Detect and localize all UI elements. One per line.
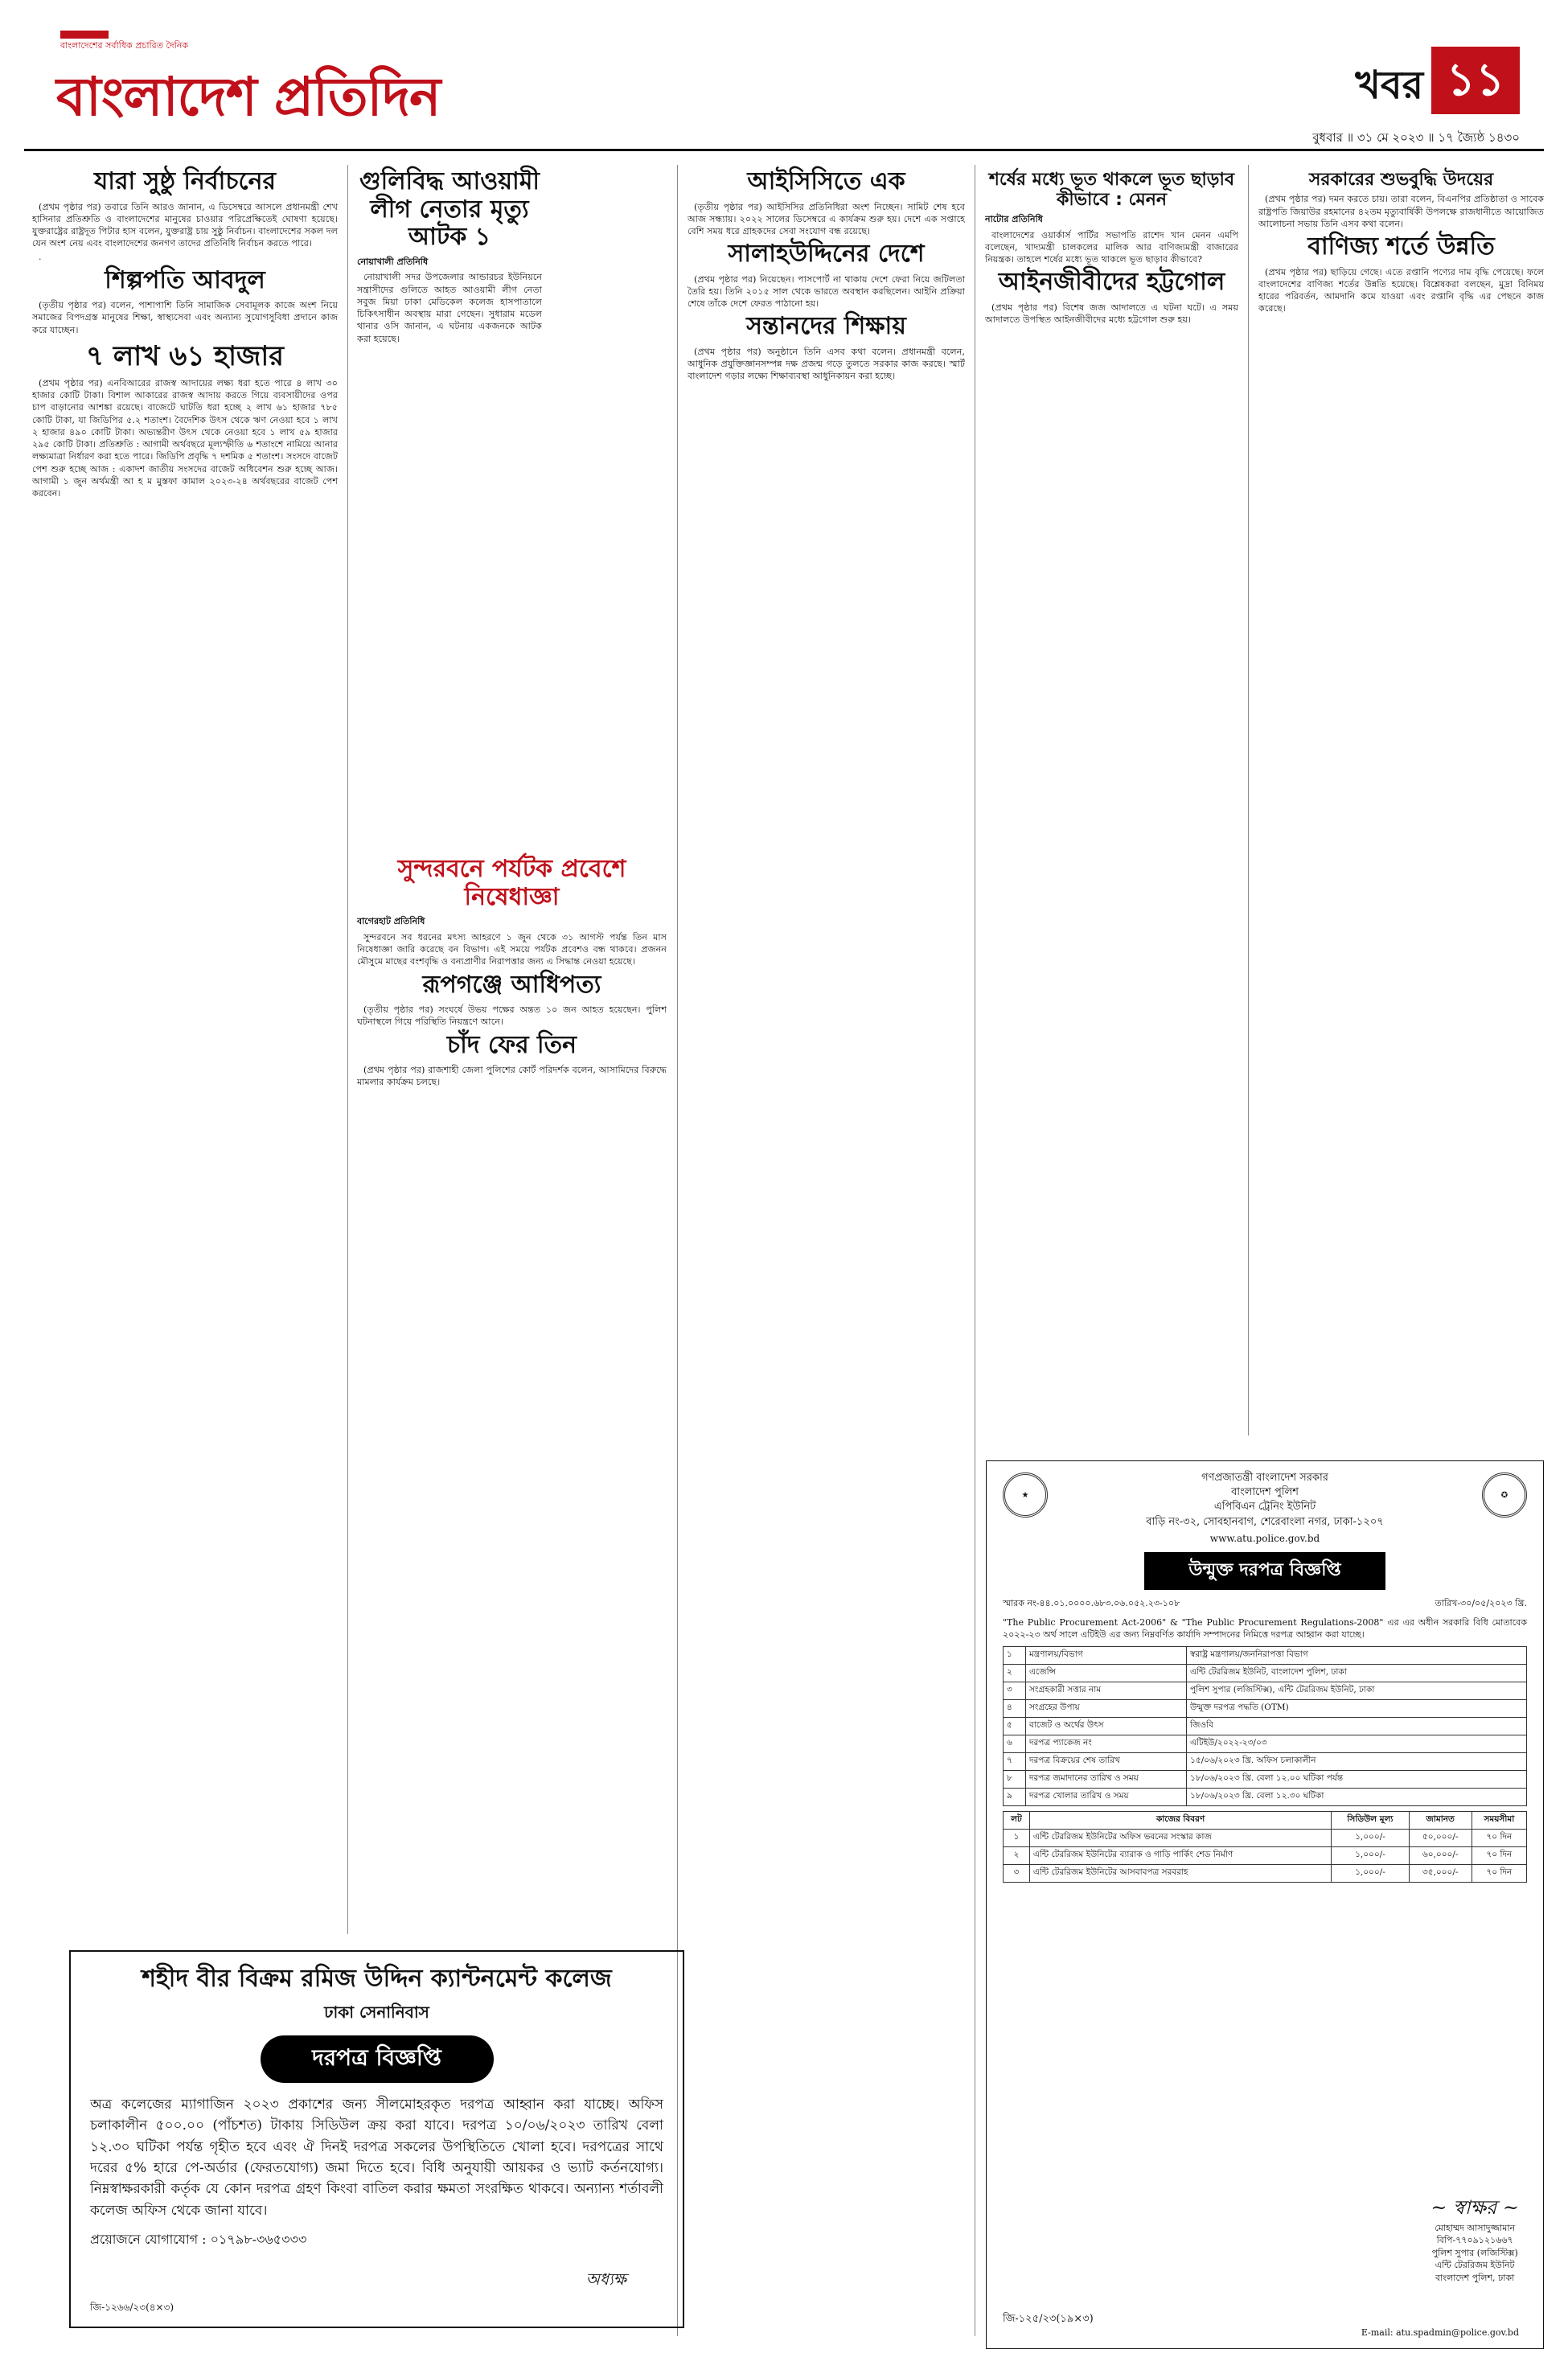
table-cell: ২ — [1004, 1664, 1026, 1682]
headline-government: সরকারের শুভবুদ্ধি উদয়ের — [1308, 170, 1494, 190]
table-cell: ১ — [1004, 1829, 1030, 1846]
ad-college-contact: প্রয়োজনে যোগাযোগ : ০১৭৯৮-৩৬৫৩৩৩ — [90, 2232, 307, 2248]
column-4 — [985, 165, 1238, 1435]
table-cell: উন্মুক্ত দরপত্র পদ্ধতি (OTM) — [1187, 1699, 1527, 1717]
table-cell: ৯ — [1004, 1788, 1026, 1805]
ad-college-body: অত্র কলেজের ম্যাগাজিন ২০২৩ প্রকাশের জন্য সীলমোহরকৃত দরপত্র আহ্বান করা যাচ্ছে। অফিস চলাকালীন ৫০০.০০ (পাঁচশত) টাকায় সিডিউল ক্রয় করা যাবে। দরপত্র ১০/০৬/২০২৩ তারিখ বেলা ১২.৩০ ঘটিকা পর্যন্ত গৃহীত হবে এবং ঐ দিনই দরপত্র সকলের উপস্থিতিতে খোলা হবে। দরপত্রের সাথে দরের ৫% হারে পে-অর্ডার (ফেরতযোগ্য) জমা দিতে হবে। বিধি অনুযায়ী আয়কর ও ভ্যাট কর্তনযোগ্য। নিম্নস্বাক্ষরকারী কর্তৃক যে কোন দরপত্র গ্রহণ কিংবা বাতিল করার ক্ষমতা সংরক্ষিত থাকবে। অন্যান্য শর্তাবলী কলেজ অফিস থেকে জানা যাবে। — [90, 2097, 663, 2219]
ad-atu-details-table — [1003, 1646, 1527, 1806]
table-cell: ১,০০০/- — [1332, 1864, 1409, 1882]
ad-atu-memo-date: তারিখ-৩০/০৫/২০২৩ খ্রি. — [1435, 1597, 1527, 1608]
page-number: ১১ — [1431, 47, 1520, 114]
table-cell: বাজেট ও অর্থের উৎস — [1026, 1717, 1187, 1735]
table-cell: ১,০০০/- — [1332, 1829, 1409, 1846]
article-children-education-body: (প্রথম পৃষ্ঠার পর) অনুষ্ঠানে তিনি এসব কথা বলেন। প্রধানমন্ত্রী বলেন, আধুনিক প্রযুক্তিজ্ঞানসম্পন্ন দক্ষ প্রজন্ম গড়ে তুলতে সরকার কাজ করছে। স্মার্ট বাংলাদেশ গড়ার লক্ষ্যে শিক্ষাব্যবস্থা আধুনিকায়ন করা হচ্ছে। — [688, 346, 965, 382]
headline-industrialist: শিল্পপতি আবদুল — [105, 265, 265, 294]
masthead-rule — [24, 149, 1544, 151]
column-3 — [688, 165, 965, 2336]
article-government-body: (প্রথম পৃষ্ঠার পর) দমন করতে চায়। তারা বলেন, বিএনপির প্রতিষ্ঠাতা ও সাবেক রাষ্ট্রপতি জিয়াউর রহমানের ৪২তম মৃত্যুবার্ষিকী উপলক্ষে রাজধানীতে আয়োজিত আলোচনা সভায় তিনি এসব কথা বলেন। — [1258, 194, 1544, 229]
ad-atu-lots-table — [1003, 1811, 1527, 1883]
issue-date: বুধবার ॥ ৩১ মে ২০২৩ ॥ ১৭ জ্যৈষ্ঠ ১৪৩০ — [1312, 130, 1520, 145]
byline-natore: নাটোর প্রতিনিধি — [985, 213, 1043, 224]
table-row — [1004, 1735, 1527, 1752]
table-row — [1004, 1846, 1527, 1864]
headline-salahuddin: সালাহউদ্দিনের দেশে — [728, 240, 925, 269]
headline-children-education: সন্তানদের শিক্ষায় — [746, 312, 906, 341]
headline-moon: চাঁদ ফের তিন — [446, 1030, 577, 1059]
article-budget-body: (প্রথম পৃষ্ঠার পর) এনবিআরের রাজস্ব আদায়ের লক্ষ্য ধরা হতে পারে ৪ লাখ ৩০ হাজার কোটি টাকা। বিশাল আকারের রাজস্ব আদায় করতে গিয়ে ব্যবসায়ীদের ওপর চাপ বাড়ানোর আশঙ্কা রয়েছে। বাজেটে ঘাটতি ধরা হচ্ছে ২ লাখ ৬১ হাজার ৭৮৫ কোটি টাকা, যা জিডিপির ৫.২ শতাংশ। বৈদেশিক উৎস থেকে ঋণ নেওয়া হবে ১ লাখ ২ হাজার ৪৯০ কোটি টাকা। অভ্যন্তরীণ উৎস থেকে নেওয়া হবে ১ লাখ ৫৯ হাজার ২৯৫ কোটি টাকা। প্রতিশ্রুতি : আগামী অর্থবছরে মূল্যস্ফীতি ৬ শতাংশে নামিয়ে আনার লক্ষ্যমাত্রা নির্ধারণ করা হতে পারে। জিডিপি প্রবৃদ্ধি ৭ দশমিক ৫ শতাংশ। সংসদে বাজেট পেশ শুরু হচ্ছে আজ : একাদশ জাতীয় সংসদের বাজেট অধিবেশন শুরু হচ্ছে আজ। আগামী ১ জুন অর্থমন্ত্রী আ হ ম মুস্তফা কামাল ২০২৩-২৪ অর্থবছরের বাজেট পেশ করবেন। — [32, 377, 338, 499]
article-trade-terms-body: (প্রথম পৃষ্ঠার পর) ছাড়িয়ে গেছে। এতে রপ্তানি পণ্যের দাম বৃদ্ধি পেয়েছে। ফলে বাংলাদেশের বাণিজ্য শর্তের উন্নতি হয়েছে। বিশ্লেষকরা বলছেন, মুদ্রা বিনিময় হারের পরিবর্তন, আমদানি কমে যাওয়া এবং রপ্তানি বৃদ্ধি এর পেছনে কাজ করেছে। — [1258, 266, 1544, 314]
ad-college-title: শহীদ বীর বিক্রম রমিজ উদ্দিন ক্যান্টনমেন্ট কলেজ — [142, 1965, 612, 1993]
column-1 — [32, 165, 338, 1934]
ad-atu-intro: "The Public Procurement Act-2006" & "The Public Procurement Regulations-2008" এর এর অধীন সরকারি বিধি মোতাবেক ২০২২-২৩ অর্থ সালে এটিইউ এর জন্য নিম্নবর্ণিত কার্যাদি সম্পাদনের নিমিত্তে দরপত্র আহ্বান করা যাচ্ছে। — [1003, 1616, 1527, 1641]
column-divider — [347, 165, 348, 1934]
table-cell: ১,০০০/- — [1332, 1846, 1409, 1864]
table-cell: মন্ত্রণালয়/বিভাগ — [1026, 1646, 1187, 1664]
ad-college-signature: অধ্যক্ষ — [585, 2269, 626, 2289]
article-election-filler: . — [39, 252, 42, 263]
table-cell: দরপত্র প্যাকেজ নং — [1026, 1735, 1187, 1752]
article-menon-body: বাংলাদেশের ওয়ার্কার্স পার্টির সভাপতি রাশেদ খান মেনন এমপি বলেছেন, খাদ্যমন্ত্রী চালকলের মালিক আর বাণিজ্যমন্ত্রী বাজারের নিয়ন্ত্রক। তাহলে শর্ষের মধ্যে ভূত থাকলে ভূত ছাড়াব কীভাবে? — [985, 229, 1238, 265]
table-cell: পুলিশ সুপার (লজিস্টিক্স), এন্টি টেররিজম ইউনিট, ঢাকা — [1187, 1682, 1527, 1699]
ad-atu-signer-unit: এন্টি টেররিজম ইউনিট — [1435, 2260, 1515, 2271]
table-cell: স্বরাষ্ট্র মন্ত্রণালয়/জননিরাপত্তা বিভাগ — [1187, 1646, 1527, 1664]
column-divider — [1248, 165, 1249, 1435]
article-salahuddin-body: (প্রথম পৃষ্ঠার পর) নিয়েছেন। পাসপোর্ট না থাকায় দেশে ফেরা নিয়ে জটিলতা তৈরি হয়। তিনি ২০১৫ সাল থেকে ভারতে অবস্থান করছিলেন। আইনি প্রক্রিয়া শেষে তাঁকে দেশে ফেরত পাঠানো হয়। — [688, 273, 965, 310]
table-cell: ১৫/০৬/২০২৩ খ্রি. অফিস চলাকালীন — [1187, 1752, 1527, 1770]
headline-trade-terms: বাণিজ্য শর্তে উন্নতি — [1307, 232, 1495, 261]
table-row — [1004, 1770, 1527, 1788]
ad-college-location: ঢাকা সেনানিবাস — [324, 2002, 429, 2022]
table-row — [1004, 1699, 1527, 1717]
headline-rupganj: রূপগঞ্জে আধিপত্য — [422, 970, 601, 999]
table-cell: জিওবি — [1187, 1717, 1527, 1735]
table-cell: ৩ — [1004, 1864, 1030, 1882]
table-row — [1004, 1717, 1527, 1735]
advertisement-atu-tender — [986, 1460, 1544, 2349]
table-cell: দরপত্র বিক্রয়ের শেষ তারিখ — [1026, 1752, 1187, 1770]
ad-atu-gd-code: জি-১২৫/২৩(১৯×৩) — [1003, 2313, 1094, 2325]
section-title: খবর — [1355, 63, 1423, 108]
table-row — [1004, 1864, 1527, 1882]
ad-atu-address: বাড়ি নং-৩২, সোবহানবাগ, শেরেবাংলা নগর, ঢাকা-১২০৭ — [1146, 1515, 1384, 1528]
table-header-cell: কাজের বিবরণ — [1029, 1811, 1331, 1829]
ad-atu-gov-line: গণপ্রজাতন্ত্রী বাংলাদেশ সরকার — [1201, 1472, 1328, 1484]
table-cell: এন্টি টেররিজম ইউনিট, বাংলাদেশ পুলিশ, ঢাকা — [1187, 1664, 1527, 1682]
ad-atu-memo-number: স্মারক নং-৪৪.০১.০০০০.৬৮৩.০৬.০৫২.২৩-১০৮ — [1003, 1597, 1180, 1608]
table-cell: দরপত্র খোলার তারিখ ও সময় — [1026, 1788, 1187, 1805]
ad-atu-email: E-mail: atu.spadmin@police.gov.bd — [1361, 2327, 1519, 2338]
table-row — [1004, 1646, 1527, 1664]
advertisement-college-tender — [69, 1950, 684, 2328]
ad-atu-signature: ~ স্বাক্ষর ~ — [1430, 2196, 1519, 2220]
ad-atu-signer-id: বিপি-৭৭০৯১২১৬৬৭ — [1436, 2235, 1513, 2246]
ad-college-tender-label: দরপত্র বিজ্ঞপ্তি — [261, 2035, 494, 2083]
ad-atu-signer-place: বাংলাদেশ পুলিশ, ঢাকা — [1435, 2272, 1515, 2283]
table-cell: দরপত্র জমাদানের তারিখ ও সময় — [1026, 1770, 1187, 1788]
table-cell: ৪ — [1004, 1699, 1026, 1717]
table-row — [1004, 1829, 1527, 1846]
table-row — [1004, 1752, 1527, 1770]
table-cell: ৮ — [1004, 1770, 1026, 1788]
article-election-body: (প্রথম পৃষ্ঠার পর) তবারে তিনি আরও জানান, এ ডিসেম্বরে আসলে প্রধানমন্ত্রী শেখ হাসিনার প্রতিশ্রুতি ও বাংলাদেশের মানুষের চাওয়ার পরিপ্রেক্ষিতেই ঘোষণা হয়েছে। যুক্তরাষ্ট্রের রাষ্ট্রদূত পিটার হাস বলেন, যুক্তরাষ্ট্র চায় সুষ্ঠু নির্বাচন। বাংলাদেশের সকল দল যেন অংশ নেয় এবং বাংলাদেশের জনগণ তাদের প্রতিনিধি নির্বাচন করতে পারে। — [32, 201, 338, 249]
article-lawyers-body: (প্রথম পৃষ্ঠার পর) বিশেষ জজ আদালতে এ ঘটনা ঘটে। এ সময় আদালতে উপস্থিত আইনজীবীদের মধ্যে হট্টগোল শুরু হয়। — [985, 302, 1238, 325]
table-cell: ৬০,০০০/- — [1409, 1846, 1472, 1864]
ad-atu-signer-name: মোহাম্মদ আসাদুজ্জামান — [1435, 2223, 1516, 2234]
table-cell: এটিইউ/২০২২-২৩/০৩ — [1187, 1735, 1527, 1752]
ad-atu-unit-line: এপিবিএন ট্রেনিং ইউনিট — [1213, 1501, 1316, 1514]
table-cell: এজেন্সি — [1026, 1664, 1187, 1682]
table-cell: ২ — [1004, 1846, 1030, 1864]
ad-college-code: জি-১২৬৬/২৩(৪×৩) — [90, 2302, 174, 2313]
table-cell: ৭০ দিন — [1472, 1864, 1526, 1882]
ad-atu-header — [1003, 1471, 1527, 1530]
headline-election: যারা সুষ্ঠু নির্বাচনের — [94, 167, 276, 195]
table-row — [1004, 1664, 1527, 1682]
table-header-cell: লট — [1004, 1811, 1030, 1829]
ad-atu-title: উন্মুক্ত দরপত্র বিজ্ঞপ্তি — [1144, 1552, 1385, 1590]
headline-sundarbans: সুন্দরবনে পর্যটক প্রবেশে নিষেধাজ্ঞা — [397, 855, 626, 911]
article-icc-body: (তৃতীয় পৃষ্ঠার পর) আইসিসির প্রতিনিধিরা অংশ নিচ্ছেন। সামিট শেষ হবে আজ সন্ধ্যায়। ২০২২ সালের ডিসেম্বরে এ কার্যক্রম শুরু হয়। দেশে এক সপ্তাহে বেশি সময় ধরে গ্রাহকদের সেবা সংযোগ বন্ধ রয়েছে। — [688, 201, 965, 236]
headline-awami-league: গুলিবিদ্ধ আওয়ামী লীগ নেতার মৃত্যু আটক ১ — [359, 167, 540, 251]
brand-badge — [60, 31, 109, 39]
byline-noakhali: নোয়াখালী প্রতিনিধি — [357, 256, 429, 267]
article-sundarbans-body: সুন্দরবনে সব ধরনের মৎস্য আহরণে ১ জুন থেকে ৩১ আগস্ট পর্যন্ত তিন মাস নিষেধাজ্ঞা জারি করেছে বন বিভাগ। এই সময়ে পর্যটক প্রবেশও বন্ধ থাকবে। প্রজনন মৌসুমে মাছের বংশবৃদ্ধি ও বন্যপ্রাণীর নিরাপত্তার জন্য এ সিদ্ধান্ত নেওয়া হয়েছে। — [357, 931, 667, 967]
table-row — [1004, 1788, 1527, 1805]
ad-atu-signer-post: পুলিশ সুপার (লজিস্টিক্স) — [1431, 2247, 1518, 2258]
ad-atu-website: www.atu.police.gov.bd — [1209, 1532, 1320, 1544]
headline-budget: ৭ লাখ ৬১ হাজার — [85, 339, 284, 372]
table-row — [1004, 1682, 1527, 1699]
article-awami-league-body: নোয়াখালী সদর উপজেলার আন্ডারচর ইউনিয়নে সন্ত্রাসীদের গুলিতে আহত আওয়ামী লীগ নেতা সবুজ মিয়া ঢাকা মেডিকেল কলেজ হাসপাতালে চিকিৎসাধীন অবস্থায় মারা গেছেন। সুধারাম মডেল থানার ওসি জানান, এ ঘটনায় একজনকে আটক করা হয়েছে। — [357, 272, 542, 344]
headline-icc: আইসিসিতে এক — [747, 167, 905, 195]
table-cell: ১৮/০৬/২০২৩ খ্রি. বেলা ১২.০০ ঘটিকা পর্যন্ত — [1187, 1770, 1527, 1788]
table-cell: ৭০ দিন — [1472, 1829, 1526, 1846]
table-cell: ৩ — [1004, 1682, 1026, 1699]
article-moon-body: (প্রথম পৃষ্ঠার পর) রাজশাহী জেলা পুলিশের কোর্ট পরিদর্শক বলেন, আসামিদের বিরুদ্ধে মামলার কার্যক্রম চলছে। — [357, 1065, 667, 1088]
table-header-cell: জামানত — [1409, 1811, 1472, 1829]
brand-tagline: বাংলাদেশের সর্বাধিক প্রচারিত দৈনিক — [60, 40, 189, 51]
govt-seal-icon: ★ — [1003, 1472, 1048, 1518]
table-cell: সংগ্রহের উপায় — [1026, 1699, 1187, 1717]
table-cell: ৫০,০০০/- — [1409, 1829, 1472, 1846]
headline-menon: শর্ষের মধ্যে ভূত থাকলে ভূত ছাড়াব কীভাবে : মেনন — [988, 170, 1235, 211]
newspaper-logo: বাংলাদেশ প্রতিদিন — [56, 66, 441, 128]
article-rupganj-body: (তৃতীয় পৃষ্ঠার পর) সংঘর্ষে উভয় পক্ষের অন্তত ১০ জন আহত হয়েছেন। পুলিশ ঘটনাস্থলে গিয়ে পরিস্থিতি নিয়ন্ত্রণে আনে। — [357, 1004, 667, 1028]
table-header-cell: সিডিউল মূল্য — [1332, 1811, 1409, 1829]
column-2-lower — [357, 852, 667, 1415]
byline-bagerhat: বাগেরহাট প্রতিনিধি — [357, 916, 425, 926]
article-industrialist-body: (তৃতীয় পৃষ্ঠার পর) বলেন, পাশাপাশি তিনি সামাজিক সেবামূলক কাজে অংশ নিয়ে সমাজের বিপদগ্রস্ত মানুষের শিক্ষা, স্বাস্থ্যসেবা এবং অন্যান্য সুযোগসুবিধা প্রদানে কাজ করে যাচ্ছেন। — [32, 300, 338, 335]
table-cell: সংগ্রহকারী সত্তার নাম — [1026, 1682, 1187, 1699]
table-cell: ৩৫,০০০/- — [1409, 1864, 1472, 1882]
masthead — [24, 24, 1544, 153]
table-cell: এন্টি টেররিজম ইউনিটের ব্যারাক ও গাড়ি পার্কিং শেড নির্মাণ — [1029, 1846, 1331, 1864]
table-cell: ৫ — [1004, 1717, 1026, 1735]
table-cell: ৭ — [1004, 1752, 1026, 1770]
table-cell: ১৮/০৬/২০২৩ খ্রি. বেলা ১২.৩০ ঘটিকা — [1187, 1788, 1527, 1805]
column-5 — [1258, 165, 1544, 1435]
ad-atu-memo — [1003, 1596, 1527, 1612]
ad-atu-police-line: বাংলাদেশ পুলিশ — [1231, 1486, 1299, 1499]
ad-atu-signature-block — [1430, 2195, 1519, 2284]
table-cell: ৬ — [1004, 1735, 1026, 1752]
table-cell: ১ — [1004, 1646, 1026, 1664]
table-cell: ৭০ দিন — [1472, 1846, 1526, 1864]
police-emblem-icon: ✪ — [1482, 1472, 1527, 1518]
table-header-row — [1004, 1811, 1527, 1829]
table-cell: এন্টি টেররিজম ইউনিটের অফিস ভবনের সংস্কার কাজ — [1029, 1829, 1331, 1846]
headline-lawyers: আইনজীবীদের হট্টগোল — [998, 268, 1225, 297]
table-header-cell: সময়সীমা — [1472, 1811, 1526, 1829]
table-cell: এন্টি টেররিজম ইউনিটের আসবাবপত্র সরবরাহ — [1029, 1864, 1331, 1882]
